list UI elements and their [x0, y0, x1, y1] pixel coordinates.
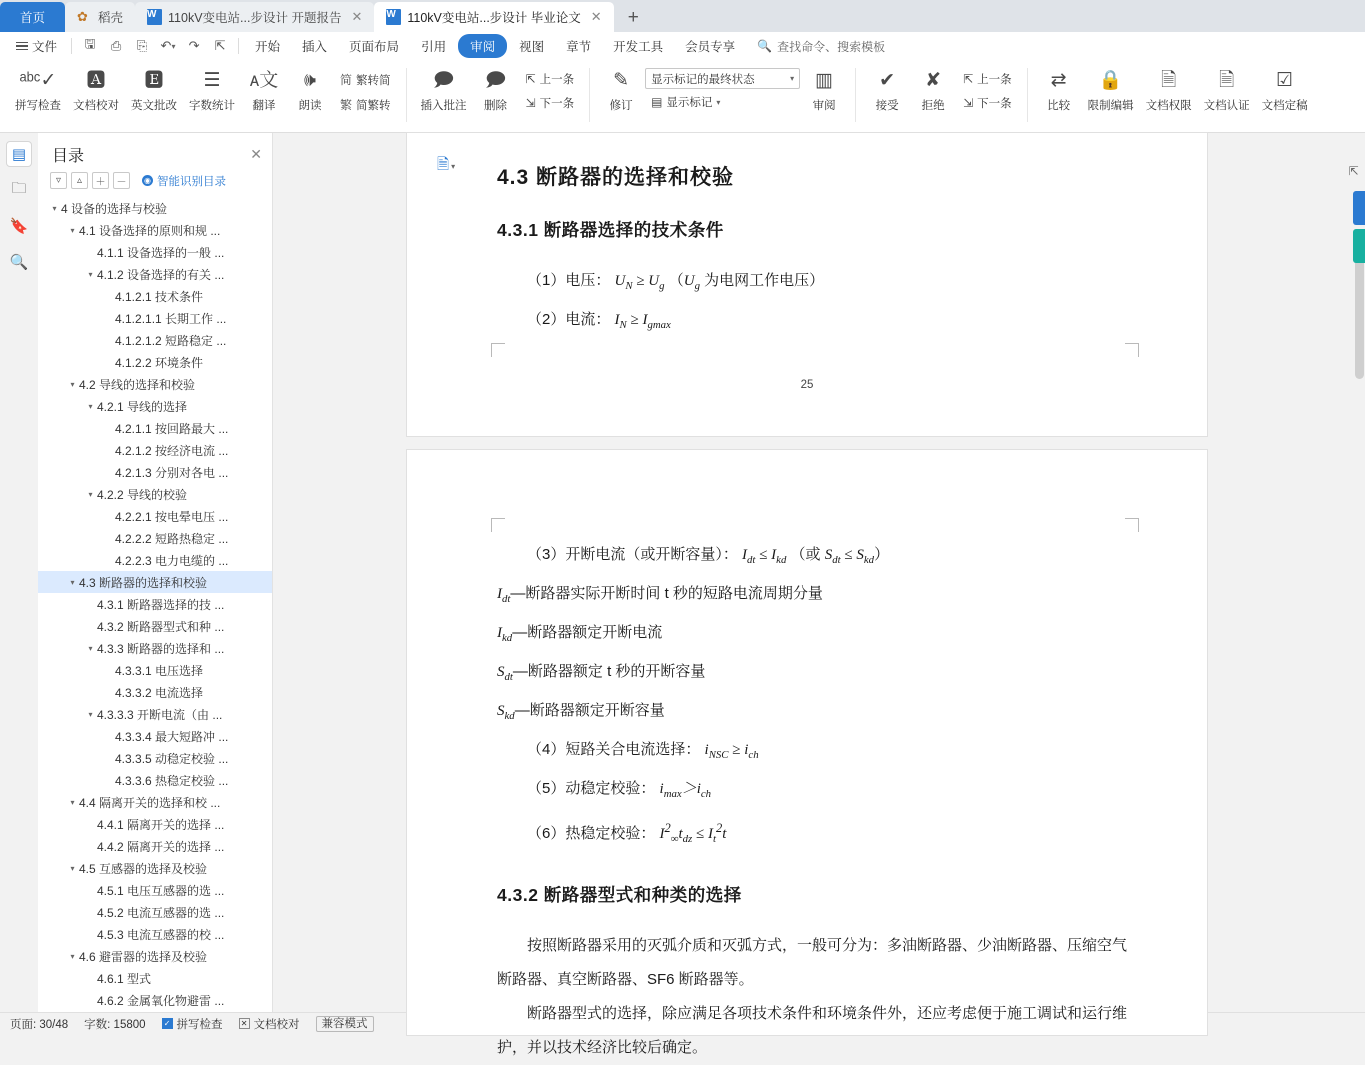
print-icon[interactable]: ⎙ [110, 38, 122, 53]
heading-4-3: 4.3 断路器的选择和校验 [497, 166, 735, 189]
toc-item[interactable] [38, 241, 272, 263]
nav-title: 目录 [52, 148, 85, 165]
formula-note: （$U_g$ 为电网工作电压） [668, 272, 825, 292]
level-up-icon[interactable]: ＋ [92, 172, 109, 189]
read-aloud-icon: 🕪 [304, 70, 316, 91]
button-label: 文档定稿 [1261, 100, 1308, 112]
symbol-ikd: $I_{kd}$ [497, 625, 513, 644]
track-changes-button[interactable] [599, 64, 643, 113]
document-page-25[interactable] [407, 133, 1207, 436]
ribbon-group-proofing [6, 64, 401, 132]
next-comment-button[interactable] [520, 92, 581, 114]
prev-comment-icon: ⇱ [525, 72, 536, 86]
line-text: （4）短路关合电流选择： [527, 741, 701, 758]
vertical-scrollbar[interactable] [1353, 133, 1365, 1012]
chevron-down-icon[interactable]: ▾ [88, 401, 93, 411]
paragraph-idt [497, 577, 1137, 616]
checkbox-icon: ✕ [239, 1018, 250, 1029]
doc-certify-button[interactable] [1199, 64, 1255, 113]
line-text: —断路器额定开断电流 [512, 624, 663, 641]
checkbox-icon: ✓ [162, 1018, 173, 1029]
button-label: 修订 [609, 100, 633, 112]
print-preview-icon[interactable]: ⎘ [136, 38, 148, 53]
collapse-all-icon[interactable]: ▿ [50, 172, 67, 189]
button-label: 限制编辑 [1087, 100, 1134, 112]
translate-button[interactable] [242, 64, 286, 113]
toc-item-label: 4.4 隔离开关的选择和校 ... [79, 795, 221, 810]
change-nav-stack [957, 64, 1018, 114]
english-correct-icon: 🅴 [144, 70, 164, 91]
toc-item[interactable] [38, 197, 272, 219]
menu-item-page-layout[interactable]: 页面布局 [349, 40, 400, 54]
spellcheck-button[interactable] [10, 64, 66, 113]
symbol-idt: $I_{dt}$ [497, 586, 511, 605]
tab-document-2[interactable] [374, 2, 613, 32]
doc-finalize-button[interactable] [1257, 64, 1313, 113]
button-label: 翻译 [252, 100, 276, 112]
tab-label: 110kV变电站...步设计 开题报告 [168, 11, 342, 25]
word-count-button[interactable] [184, 64, 240, 113]
line-text: （6）热稳定校验： [527, 825, 656, 842]
toc-item-label: 4.2.2 导线的校验 [97, 487, 188, 502]
toc-item[interactable] [38, 681, 272, 703]
document-proof-button[interactable] [68, 64, 124, 113]
toc-item-label: 4.3.3 断路器的选择和 ... [97, 641, 225, 656]
chevron-down-icon[interactable]: ▾ [70, 225, 75, 235]
paragraph-ikd [497, 616, 1137, 655]
line-text: （5）动稳定校验： [527, 780, 656, 797]
divider [238, 38, 239, 54]
toc-item[interactable] [38, 373, 272, 395]
search-icon: 🔍 [757, 39, 773, 53]
tab-label: 110kV变电站...步设计 毕业论文 [407, 11, 581, 25]
panel-tab-teal[interactable] [1353, 229, 1365, 263]
button-label: 文档认证 [1203, 100, 1250, 112]
menu-item-insert[interactable]: 插入 [302, 40, 328, 54]
toc-item-label: 4.3.1 断路器选择的技 ... [97, 597, 225, 612]
smart-toc-label: 智能识别目录 [157, 175, 226, 188]
restrict-edit-button[interactable] [1083, 64, 1139, 113]
translate-icon: ᴀ文 [249, 70, 279, 91]
chevron-down-icon: ▾ [790, 74, 795, 83]
markup-display-select[interactable] [645, 68, 800, 89]
smart-toc-button[interactable] [142, 173, 226, 189]
accept-icon: ✔ [879, 70, 896, 91]
left-rail [0, 133, 38, 1012]
undo-icon[interactable]: ↶ ▾ [160, 38, 176, 53]
delete-comment-button[interactable] [474, 64, 518, 113]
file-menu-button[interactable] [8, 34, 65, 58]
toc-item[interactable] [38, 879, 272, 901]
navigation-pane [38, 133, 273, 1012]
next-comment-icon: ⇲ [525, 96, 536, 110]
rice-icon: ✿ [77, 9, 88, 24]
toc-item-label: 4.3 断路器的选择和校验 [79, 575, 208, 590]
search-icon[interactable]: 🔍 [9, 254, 29, 271]
toc-item[interactable] [38, 989, 272, 1011]
insert-comment-button[interactable] [416, 64, 472, 113]
markup-stack [645, 64, 800, 113]
paragraph-types-1: 按照断路器采用的灭弧介质和灭弧方式，一般可分为：多油断路器、少油断路器、压缩空气断路器、真空断路器、SF6 断路器等。 [497, 937, 1128, 988]
formula-note: （或 $S_{dt} \le S_{kd}$） [790, 546, 890, 566]
toc-item[interactable] [38, 967, 272, 989]
button-label: 字数统计 [189, 100, 235, 112]
toc-item[interactable] [38, 505, 272, 527]
chevron-down-icon[interactable]: ▾ [70, 797, 75, 807]
read-aloud-button[interactable] [288, 64, 332, 113]
hamburger-icon [16, 42, 28, 51]
toc-item[interactable] [38, 747, 272, 769]
toc-item[interactable] [38, 549, 272, 571]
toc-item-label: 4.2.1.3 分别对各电 ... [115, 465, 229, 480]
formula-current: $I_N \ge I_{gmax}$ [614, 312, 671, 331]
nav-toolbar [38, 170, 272, 195]
toc-item[interactable] [38, 615, 272, 637]
paragraph-sdt [497, 655, 1137, 694]
page-number: 25 [800, 379, 814, 391]
tab-document-1[interactable] [135, 2, 374, 32]
toc-item[interactable] [38, 483, 272, 505]
toc-item[interactable] [38, 791, 272, 813]
button-label: 上一条 [977, 74, 1012, 86]
chevron-down-icon[interactable]: ▾ [88, 643, 93, 653]
insert-comment-icon: 🗩 [432, 70, 455, 91]
button-label: 朗读 [298, 100, 322, 112]
toc-item-label: 4.1.2 设备选择的有关 ... [97, 267, 225, 282]
comment-nav-stack [520, 64, 581, 114]
line-text: —断路器额定 t 秒的开断容量 [512, 663, 706, 680]
toc-item-label: 4.3.3.4 最大短路冲 ... [115, 729, 229, 744]
button-label: 英文批改 [131, 100, 177, 112]
doc-permission-button[interactable] [1141, 64, 1197, 113]
menu-item-view[interactable]: 视图 [519, 40, 545, 54]
margin-corner [1125, 343, 1139, 357]
menu-item-start[interactable]: 开始 [255, 40, 281, 54]
panel-tab-blue[interactable] [1353, 191, 1365, 225]
reject-button[interactable] [911, 64, 955, 113]
chevron-down-icon[interactable]: ▾ [88, 489, 93, 499]
toc-item[interactable] [38, 461, 272, 483]
chevron-down-icon[interactable]: ▾ [70, 577, 75, 587]
button-label: 审阅 [812, 100, 836, 112]
toc-item[interactable] [38, 439, 272, 461]
toc-item-label: 4.3.2 断路器型式和种 ... [97, 619, 225, 634]
reviewing-pane-icon: ▥ [815, 70, 834, 91]
toc-list[interactable] [38, 195, 272, 1012]
toc-item[interactable] [38, 703, 272, 725]
toc-item-label: 4.4.1 隔离开关的选择 ... [97, 817, 225, 832]
toc-item-label: 4.5.2 电流互感器的选 ... [97, 905, 225, 920]
paragraph-thermal-check [497, 811, 1137, 856]
search-input[interactable] [757, 38, 885, 55]
ribbon-group-tracking [595, 64, 850, 132]
ribbon-group-protect [1033, 64, 1317, 132]
page-content [407, 450, 1207, 1065]
margin-corner [1125, 518, 1139, 532]
toc-item-label: 4.1.2.2 环境条件 [115, 355, 204, 370]
restrict-edit-icon: 🔒 [1098, 70, 1123, 91]
paragraph-skd [497, 694, 1137, 733]
margin-corner [491, 518, 505, 532]
tab-close-icon[interactable]: ✕ [351, 9, 363, 24]
toc-item-label: 4.6.2 金属氧化物避雷 ... [97, 993, 225, 1008]
divider [855, 68, 856, 122]
doc-certify-icon: 🗎 [1219, 70, 1235, 91]
toc-item-label: 4.1.2.1 技术条件 [115, 289, 204, 304]
toc-item[interactable] [38, 857, 272, 879]
toc-item[interactable] [38, 901, 272, 923]
paragraph-current [497, 303, 1137, 342]
toc-item-label: 4.3.3.1 电压选择 [115, 663, 204, 678]
paragraph-breaking-current [497, 538, 1137, 577]
proofread-toggle[interactable] [239, 1016, 300, 1032]
ribbon-group-comments [412, 64, 585, 132]
button-label: 比较 [1047, 100, 1071, 112]
next-change-button[interactable] [957, 92, 1018, 114]
outline-icon[interactable]: ▤ [6, 141, 32, 167]
toc-item-label: 4.2.1.1 按回路最大 ... [115, 421, 229, 436]
symbol-sdt: $S_{dt}$ [497, 664, 513, 683]
toc-item[interactable] [38, 945, 272, 967]
toc-item-label: 4.4.2 隔离开关的选择 ... [97, 839, 225, 854]
toc-item[interactable] [38, 329, 272, 351]
menu-item-member[interactable]: 会员专享 [685, 40, 736, 54]
file-menu-label: 文件 [32, 40, 58, 54]
toc-item[interactable] [38, 593, 272, 615]
button-label: 插入批注 [420, 100, 467, 112]
divider [1027, 68, 1028, 122]
menu-bar [0, 32, 1365, 61]
menu-item-chapter[interactable]: 章节 [566, 40, 592, 54]
wps-writer-icon: W [386, 9, 401, 25]
toc-item[interactable] [38, 219, 272, 241]
word-count-icon: ☰ [203, 70, 221, 91]
menu-item-review[interactable]: 审阅 [458, 34, 507, 58]
compare-button[interactable] [1037, 64, 1081, 113]
english-correct-button[interactable] [126, 64, 182, 113]
select-value: 显示标记的最终状态 [651, 73, 755, 86]
symbol-skd: $S_{kd}$ [497, 703, 515, 722]
toc-item-label: 4.5 互感器的选择及校验 [79, 861, 208, 876]
menu-item-dev-tools[interactable]: 开发工具 [613, 40, 664, 54]
accept-button[interactable] [865, 64, 909, 113]
divider [589, 68, 590, 122]
trad-to-simp-icon: 简 [340, 73, 353, 87]
paragraph-voltage [497, 264, 1137, 303]
formula-dynamic: $i_{max}>i_{ch}$ [659, 781, 712, 800]
paragraph-making-current [497, 733, 1137, 772]
spellcheck-toggle[interactable] [162, 1016, 223, 1032]
prev-comment-button[interactable] [520, 68, 581, 90]
word-count-indicator[interactable]: 字数: 15800 [84, 1018, 146, 1031]
spellcheck-abc-icon: ᵃᵇᶜ✓ [19, 70, 57, 91]
toc-item-label: 4.3.3.3 开断电流（由 ... [97, 707, 223, 722]
level-down-icon[interactable]: － [113, 172, 130, 189]
trad-to-simp-button[interactable] [334, 68, 397, 91]
toc-item-label: 4.2.1.2 按经济电流 ... [115, 443, 229, 458]
button-label: 接受 [875, 100, 899, 112]
menu-item-references[interactable]: 引用 [421, 40, 447, 54]
toc-item[interactable] [38, 725, 272, 747]
button-label: 简繁转 [356, 99, 391, 112]
toc-item[interactable] [38, 417, 272, 439]
chevron-down-icon[interactable]: ▾ [70, 863, 75, 873]
chevron-down-icon[interactable]: ▾ [88, 269, 93, 279]
chevron-down-icon[interactable]: ▾ [52, 203, 57, 213]
button-label: 删除 [484, 100, 508, 112]
prev-change-button[interactable] [957, 68, 1018, 90]
line-text: —断路器额定开断容量 [514, 702, 665, 719]
toc-item-label: 4.1.1 设备选择的一般 ... [97, 245, 225, 260]
chevron-down-icon[interactable]: ▾ [70, 951, 75, 961]
folder-icon[interactable]: 🗀 [11, 179, 27, 197]
button-label: 拼写检查 [15, 100, 61, 112]
simp-to-trad-icon: 繁 [340, 98, 353, 112]
toc-item-label: 4.6 避雷器的选择及校验 [79, 949, 208, 964]
bookmark-icon[interactable]: 🔖 [9, 218, 29, 235]
delete-comment-icon: 🗩 [484, 70, 507, 91]
ribbon-group-changes [861, 64, 1022, 132]
formula-voltage: $U_N \ge U_g$ [614, 273, 665, 292]
toc-item-label: 4.2 导线的选择和校验 [79, 377, 196, 392]
toc-item-label: 4.3.3.6 热稳定校验 ... [115, 773, 229, 788]
revision-marker-icon[interactable]: 🗎 ▾ [437, 155, 456, 173]
toc-item-label: 4.1.2.1.1 长期工作 ... [115, 311, 227, 326]
toc-item-label: 4.2.1 导线的选择 [97, 399, 188, 414]
toc-item[interactable] [38, 263, 272, 285]
button-label: 下一条 [539, 98, 575, 110]
new-tab-button[interactable]: + [627, 7, 639, 28]
next-change-icon: ⇲ [963, 96, 974, 110]
chevron-down-icon[interactable]: ▾ [70, 379, 75, 389]
show-markup-icon: ▤ [651, 95, 663, 109]
chevron-down-icon[interactable]: ▾ [88, 709, 93, 719]
document-proof-icon: 🅰 [86, 70, 106, 91]
share-icon[interactable]: ⇱ [1348, 163, 1359, 178]
button-label: 下一条 [977, 98, 1012, 110]
toc-item[interactable] [38, 285, 272, 307]
touch-mode-icon[interactable]: ⇱ [214, 38, 226, 53]
margin-corner [491, 343, 505, 357]
tab-close-icon[interactable]: ✕ [590, 9, 602, 24]
wps-writer-icon: W [147, 9, 162, 25]
toc-item-label: 4.3.3.5 动稳定校验 ... [115, 751, 229, 766]
toc-item-label: 4.2.2.3 电力电缆的 ... [115, 553, 229, 568]
toc-item-label: 4.1.2.1.2 短路稳定 ... [115, 333, 227, 348]
toc-item-label: 4 设备的选择与校验 [61, 201, 168, 216]
toc-item[interactable] [38, 923, 272, 945]
proofread-label: 文档校对 [253, 1018, 300, 1031]
tab-bar [0, 0, 1365, 32]
redo-icon[interactable]: ↷ [188, 38, 200, 53]
divider [71, 38, 72, 54]
toc-item[interactable] [38, 351, 272, 373]
button-label: 上一条 [539, 74, 575, 86]
line-text: （2）电流： [527, 311, 611, 328]
button-label: 文档权限 [1145, 100, 1192, 112]
toc-item-label: 4.3.3.2 电流选择 [115, 685, 204, 700]
close-icon[interactable]: ✕ [250, 146, 262, 162]
toc-item[interactable] [38, 769, 272, 791]
chevron-down-icon: ▾ [716, 97, 721, 107]
document-page-26[interactable] [407, 450, 1207, 1056]
paragraph-types-2: 断路器型式的选择，除应满足各项技术条件和环境条件外，还应考虑便于施工调试和运行维护，并以技术经济比较后确定。 [497, 1005, 1128, 1056]
button-label: 显示标记 [666, 97, 713, 109]
toc-item[interactable] [38, 571, 272, 593]
nav-header [38, 133, 272, 170]
tab-label: 首页 [20, 11, 46, 25]
line-text: （1）电压： [527, 272, 611, 289]
reject-icon: ✘ [925, 70, 942, 91]
compatibility-mode-badge[interactable]: 兼容模式 [316, 1016, 374, 1032]
prev-change-icon: ⇱ [963, 72, 974, 86]
track-changes-icon: ✎ [613, 70, 630, 91]
formula-making: $i_{NSC} \ge i_{ch}$ [704, 742, 759, 761]
conversion-stack [334, 64, 397, 116]
expand-all-icon[interactable]: ▵ [71, 172, 88, 189]
toc-item-label: 4.5.1 电压互感器的选 ... [97, 883, 225, 898]
toc-item[interactable] [38, 307, 272, 329]
toc-item[interactable] [38, 835, 272, 857]
line-text: （3）开断电流（或开断容量）： [527, 546, 738, 563]
show-markup-button[interactable] [645, 91, 800, 113]
toc-item[interactable] [38, 395, 272, 417]
toc-item-label: 4.1 设备选择的原则和规 ... [79, 223, 221, 238]
heading-4-3-1: 4.3.1 断路器选择的技术条件 [497, 220, 724, 240]
toc-item-label: 4.2.2.1 按电晕电压 ... [115, 509, 229, 524]
button-label: 繁转简 [356, 74, 391, 87]
right-rail [1341, 133, 1365, 1012]
tab-label: 稻壳 [98, 11, 124, 25]
ribbon-toolbar [0, 61, 1365, 133]
doc-finalize-icon: ☑ [1276, 70, 1294, 91]
smart-toc-icon: ◉ [142, 175, 153, 186]
formula-thermal: $I^2_\infty t_{dz} \le I_t^2t$ [659, 821, 727, 845]
tab-home[interactable] [0, 2, 65, 32]
doc-permission-icon: 🗎 [1161, 70, 1177, 91]
divider [406, 68, 407, 122]
line-text: —断路器实际开断时间 t 秒的短路电流周期分量 [510, 585, 823, 602]
toc-item[interactable] [38, 813, 272, 835]
page-content [407, 133, 1207, 342]
toc-item-label: 4.5.3 电流互感器的校 ... [97, 927, 225, 942]
spellcheck-label: 拼写检查 [176, 1018, 223, 1031]
paragraph-dynamic-check [497, 772, 1137, 811]
heading-4-3-2: 4.3.2 断路器型式和种类的选择 [497, 885, 742, 905]
save-icon[interactable]: 🖫 [84, 36, 96, 51]
toc-item[interactable] [38, 527, 272, 549]
search-placeholder: 查找命令、搜索模板 [777, 39, 886, 54]
page-indicator[interactable]: 页面: 30/48 [10, 1018, 69, 1031]
reviewing-pane-button[interactable] [802, 64, 846, 113]
button-label: 文档校对 [73, 100, 119, 112]
formula-breaking: $I_{dt} \le I_{kd}$ [742, 547, 787, 566]
toc-item-label: 4.6.1 型式 [97, 971, 152, 986]
button-label: 拒绝 [921, 100, 945, 112]
tab-docer[interactable] [65, 2, 135, 32]
toc-item[interactable] [38, 637, 272, 659]
compare-icon: ⇄ [1050, 70, 1067, 91]
toc-item-label: 4.2.2.2 短路热稳定 ... [115, 531, 229, 546]
toc-item[interactable] [38, 659, 272, 681]
simp-to-trad-button[interactable] [334, 93, 397, 116]
